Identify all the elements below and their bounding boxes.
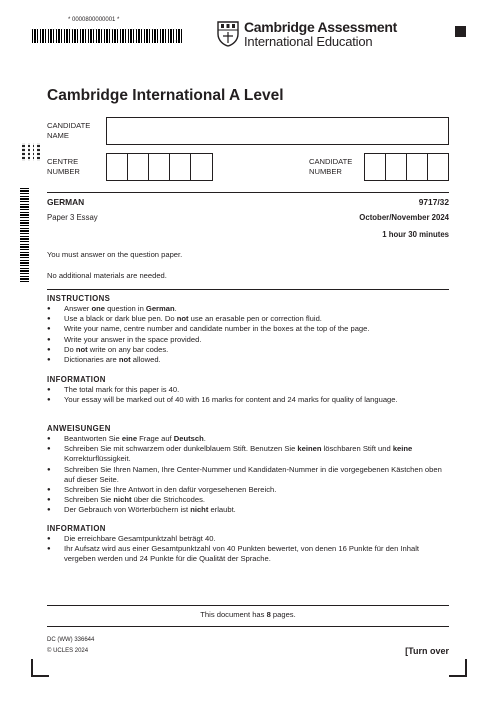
turn-over: [Turn over (405, 646, 449, 656)
page-count: This document has 8 pages. (200, 610, 296, 619)
list-item: ● Schreiben Sie Ihre Antwort in den dafür vorgesehenen Bereich. (47, 485, 451, 495)
materials-note: No additional materials are needed. (47, 271, 167, 280)
divider (47, 192, 449, 193)
list-item: ● Schreiben Sie nicht über die Strichcodes. (47, 495, 451, 505)
candidate-number-label: CANDIDATE NUMBER (309, 157, 353, 177)
copyright: © UCLES 2024 (47, 648, 89, 654)
information-list (47, 385, 451, 405)
list-item: ● Die erreichbare Gesamtpunktzahl beträgt 40. (47, 534, 451, 544)
information-de-heading: INFORMATION (47, 524, 106, 533)
side-barcode (20, 186, 29, 282)
page-title: Cambridge International A Level (47, 87, 284, 104)
candidate-name-field[interactable] (106, 117, 449, 145)
corner-mark-right (449, 675, 467, 677)
exam-duration: 1 hour 30 minutes (382, 230, 449, 239)
document-code: DC (WW) 336644 (47, 637, 95, 643)
information-de-list (47, 534, 451, 565)
anweisungen-heading: ANWEISUNGEN (47, 424, 111, 433)
centre-number-field[interactable] (106, 153, 213, 181)
paper-name: Paper 3 Essay (47, 213, 98, 222)
divider (47, 626, 449, 627)
list-item: ● Schreiben Sie Ihren Namen, Ihre Center-Nummer und Kandidaten-Nummer in die vorgegebenen Kästchen oben auf dieser Seite. (47, 465, 451, 485)
centre-number-label: CENTRE NUMBER (47, 157, 80, 177)
candidate-number-field[interactable] (364, 153, 449, 181)
list-item: ● Your essay will be marked out of 40 with 16 marks for content and 24 marks for quality of language. (47, 395, 451, 405)
divider (47, 605, 449, 606)
org-name-line2: International Education (244, 34, 373, 49)
list-item: ● Dictionaries are not allowed. (47, 355, 451, 365)
list-item: ● The total mark for this paper is 40. (47, 385, 451, 395)
list-item: ● Ihr Aufsatz wird aus einer Gesamtpunktzahl von 40 Punkten bewertet, von denen 16 Punkte für den Inhalt vergeben werden und 24 Punkte für die Qualität der Sprache. (47, 544, 451, 564)
qr-code (22, 143, 40, 161)
instructions-list (47, 304, 451, 365)
subject: GERMAN (47, 197, 85, 207)
candidate-name-label: CANDIDATE NAME (47, 121, 91, 141)
list-item: ● Do not write on any bar codes. (47, 345, 451, 355)
list-item: ● Der Gebrauch von Wörterbüchern ist nicht erlaubt. (47, 505, 451, 515)
registration-mark (455, 26, 466, 37)
information-heading: INFORMATION (47, 375, 106, 384)
list-item: ● Answer one question in German. (47, 304, 451, 314)
top-barcode (32, 29, 182, 43)
list-item: ● Use a black or dark blue pen. Do not use an erasable pen or correction fluid. (47, 314, 451, 324)
divider (47, 289, 449, 290)
list-item: ● Schreiben Sie mit schwarzem oder dunkelblauem Stift. Benutzen Sie keinen löschbaren Stift und keine Korrekturflüssigkeit. (47, 444, 451, 464)
list-item: ● Write your answer in the space provided. (47, 335, 451, 345)
list-item: ● Write your name, centre number and candidate number in the boxes at the top of the page. (47, 324, 451, 334)
org-name-line1: Cambridge Assessment (244, 19, 397, 35)
instructions-heading: INSTRUCTIONS (47, 294, 111, 303)
list-item: ● Beantworten Sie eine Frage auf Deutsch. (47, 434, 451, 444)
anweisungen-list (47, 434, 451, 516)
barcode-number: * 0000800000001 * (68, 17, 120, 23)
exam-session: October/November 2024 (359, 213, 449, 222)
corner-mark-left (31, 675, 49, 677)
answer-note: You must answer on the question paper. (47, 250, 183, 259)
paper-code: 9717/32 (418, 197, 449, 207)
cambridge-crest-icon (217, 21, 239, 47)
